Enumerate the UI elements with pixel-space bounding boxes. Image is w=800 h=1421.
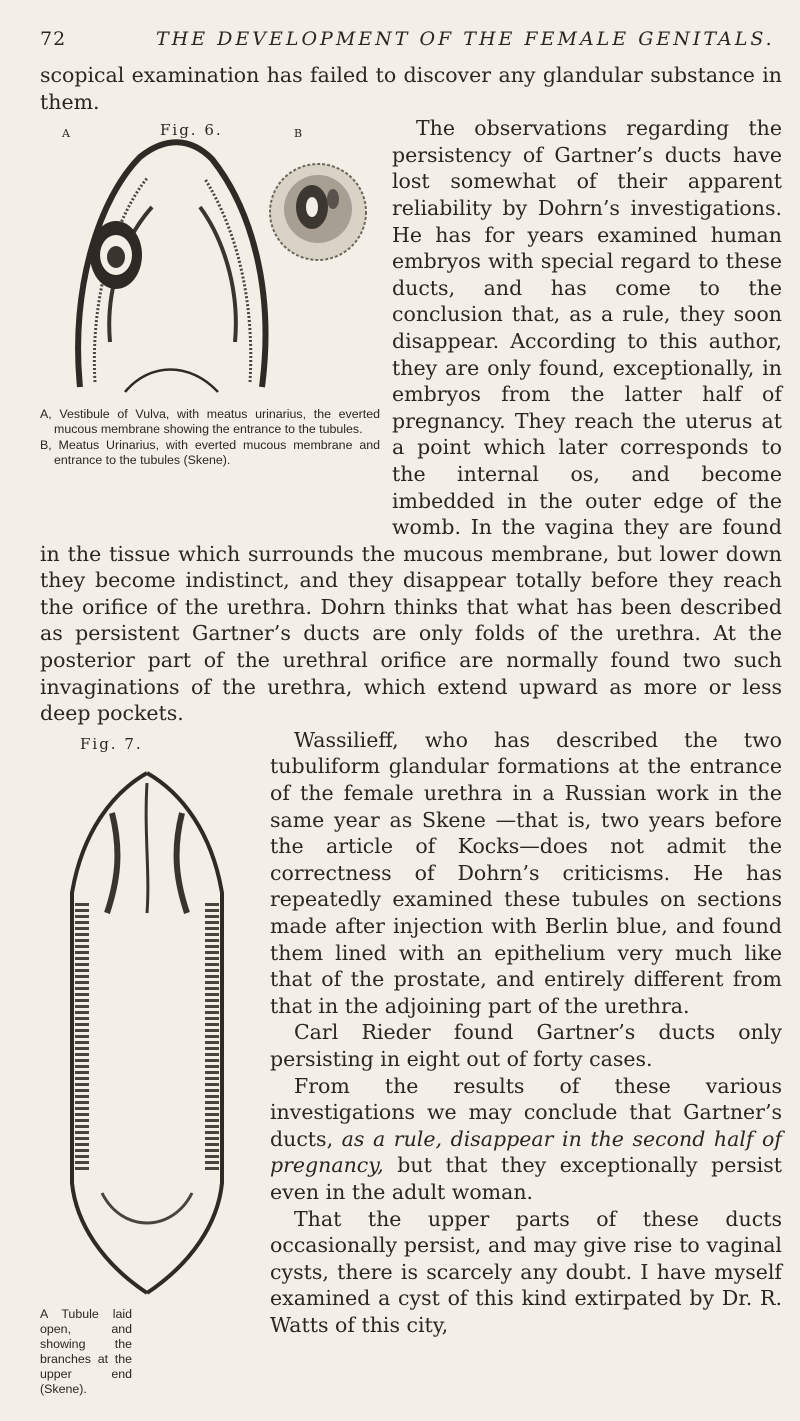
figure-6-caption xyxy=(40,407,380,469)
body-text xyxy=(40,62,782,1396)
vestibule-drawing xyxy=(78,142,265,392)
paragraph-3: Wassilieff, who has described the two tubuliform glandular formations at the entrance of the female urethra in a Russian work in the same year as Skene —that is, two years before the article of Kocks—does not admit the correctness of Dohrn’s criticisms. He has repeatedly examined these tubules on sections made after injection with Berlin blue, and found them lined with an epithelium very much like that of the prostate, and entirely different from that in the adjoining part of the urethra. xyxy=(270,727,782,1018)
figure-7-label: Fig. 7. xyxy=(80,734,143,753)
figure-6-caption-a: A, Vestibule of Vulva, with meatus urinarius, the everted mucous membrane showing the entrance to the tubules. xyxy=(40,407,380,437)
figure-6 xyxy=(40,115,380,523)
figure-7 xyxy=(40,731,258,1396)
figure-6-label-a: A xyxy=(62,127,70,141)
figure-6-illustration xyxy=(40,137,370,407)
meatus-drawing xyxy=(270,164,366,260)
figure-7-caption: A Tubule laid open, and showing the branches at the upper end (Skene). xyxy=(40,1306,132,1396)
paragraph-1: scopical examination has failed to discover any glandular substance in them. xyxy=(40,63,782,114)
figure-6-label: Fig. 6. xyxy=(160,121,223,140)
paragraph-4: Carl Rieder found Gartner’s ducts only persisting in eight out of forty cases. xyxy=(270,1020,782,1071)
paragraph-2: The observations regarding the persistency of Gartner’s ducts have lost somewhat of their apparent reliability by Dohrn’s investigations. He has for years examined human embryos with special regard to these ducts, and has come to the conclusion that, as a rule, they soon disappear. According to this author, they are only found, exceptionally, in embryos from the latter half of pregnancy. They reach the uterus at a point which later corresponds to the internal os, and become imbedded in the outer edge of the womb. In the vagina they are found in the tissue which surrounds the mucous membrane, but lower down they become indistinct, and they disappear totally before they reach the orifice of the urethra. Dohrn thinks that what has been described as persistent Gartner’s ducts are only folds of the urethra. At the posterior part of the urethral orifice are normally found two such invaginations of the urethra, which extend upward as more or less deep pockets. xyxy=(40,116,782,726)
paragraph-5-emphasis: as a rule, disappear in the second half of pregnancy, xyxy=(270,1126,782,1178)
paragraph-6: That the upper parts of these ducts occasionally persist, and may give rise to vaginal cysts, there is scarcely any doubt. I have myself examined a cyst of this kind extirpated by Dr. R. Watts of this city, xyxy=(270,1206,782,1337)
tubule-drawing xyxy=(72,773,222,1293)
paragraph-5-start: From the results of these various investigations we may conclude that Gartner’s ducts, xyxy=(270,1073,782,1151)
figure-6-caption-b: B, Meatus Urinarius, with everted mucous membrane and entrance to the tubules (Skene). xyxy=(40,438,380,468)
figure-7-illustration xyxy=(52,753,242,1301)
page-number: 72 xyxy=(40,28,67,50)
paragraph-5-end: but that they exceptionally persist even in the adult woman. xyxy=(270,1153,782,1204)
figure-6-label-b: B xyxy=(294,127,303,141)
running-title: THE DEVELOPMENT OF THE FEMALE GENITALS. xyxy=(156,28,775,50)
